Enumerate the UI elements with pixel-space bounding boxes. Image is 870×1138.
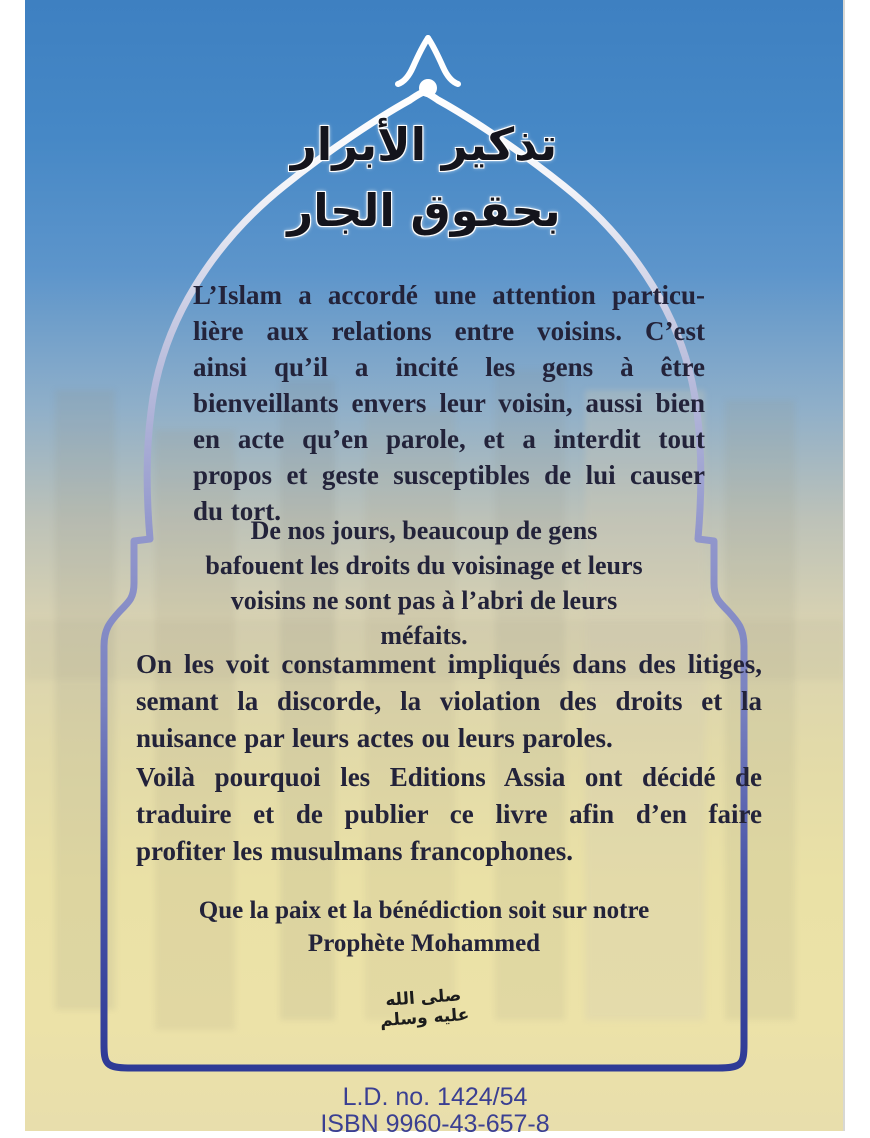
text-line: traduire et de publier ce livre afin d’en faire <box>136 799 762 829</box>
text-line: profiter les musulmans francophones. <box>136 836 574 866</box>
text-line: De nos jours, beaucoup de gens <box>250 516 598 545</box>
text-line: voisins ne sont pas à l’abri de leurs <box>230 586 618 615</box>
arabic-title-line2: بحقوق الجار <box>287 184 561 237</box>
paragraph-islam-attention <box>193 277 705 529</box>
arabic-title-line1: تذكير الأبرار <box>290 118 558 171</box>
text-line: Que la paix et la bénédiction soit sur notre <box>198 897 650 924</box>
text-line: propos et geste susceptibles de lui causer <box>193 460 705 490</box>
text-line: méfaits. <box>380 621 468 650</box>
calligraphy-line: عليه وسلم <box>379 1004 470 1032</box>
finial-base-dot <box>419 79 437 97</box>
text-line: Voilà pourquoi les Editions Assia ont décidé de <box>136 762 762 792</box>
text-line: en acte qu’en parole, et a interdit tout <box>193 424 705 454</box>
calligraphy-line: صلى الله <box>384 985 462 1011</box>
text-line: semant la discorde, la violation des droits et la <box>136 686 762 716</box>
dome-finial-icon <box>398 38 458 97</box>
scan-margin-left <box>0 0 25 1131</box>
isbn-number: ISBN 9960-43-657-8 <box>320 1110 550 1138</box>
text-line: L’Islam a accordé une attention particu- <box>193 280 705 310</box>
paragraph-editions-assia <box>136 759 762 870</box>
scan-margin-right <box>843 0 870 1131</box>
text-line: Prophète Mohammed <box>307 930 541 957</box>
text-line: bafouent les droits du voisinage et leurs <box>205 551 643 580</box>
paragraph-benediction <box>124 894 724 960</box>
text-line: du tort. <box>193 496 281 526</box>
paragraph-litiges <box>136 646 762 757</box>
imprint-block <box>25 1084 845 1138</box>
text-line: ainsi qu’il a incité les gens à être <box>193 352 705 382</box>
paragraph-de-nos-jours <box>124 513 724 653</box>
text-line: lière aux relations entre voisins. C’est <box>193 316 705 346</box>
legal-deposit-number: L.D. no. 1424/54 <box>342 1083 528 1111</box>
text-line: bienveillants envers leur voisin, aussi bien <box>193 388 705 418</box>
text-line: On les voit constamment impliqués dans des litiges, <box>136 649 762 679</box>
text-line: nuisance par leurs actes ou leurs paroles. <box>136 723 613 753</box>
